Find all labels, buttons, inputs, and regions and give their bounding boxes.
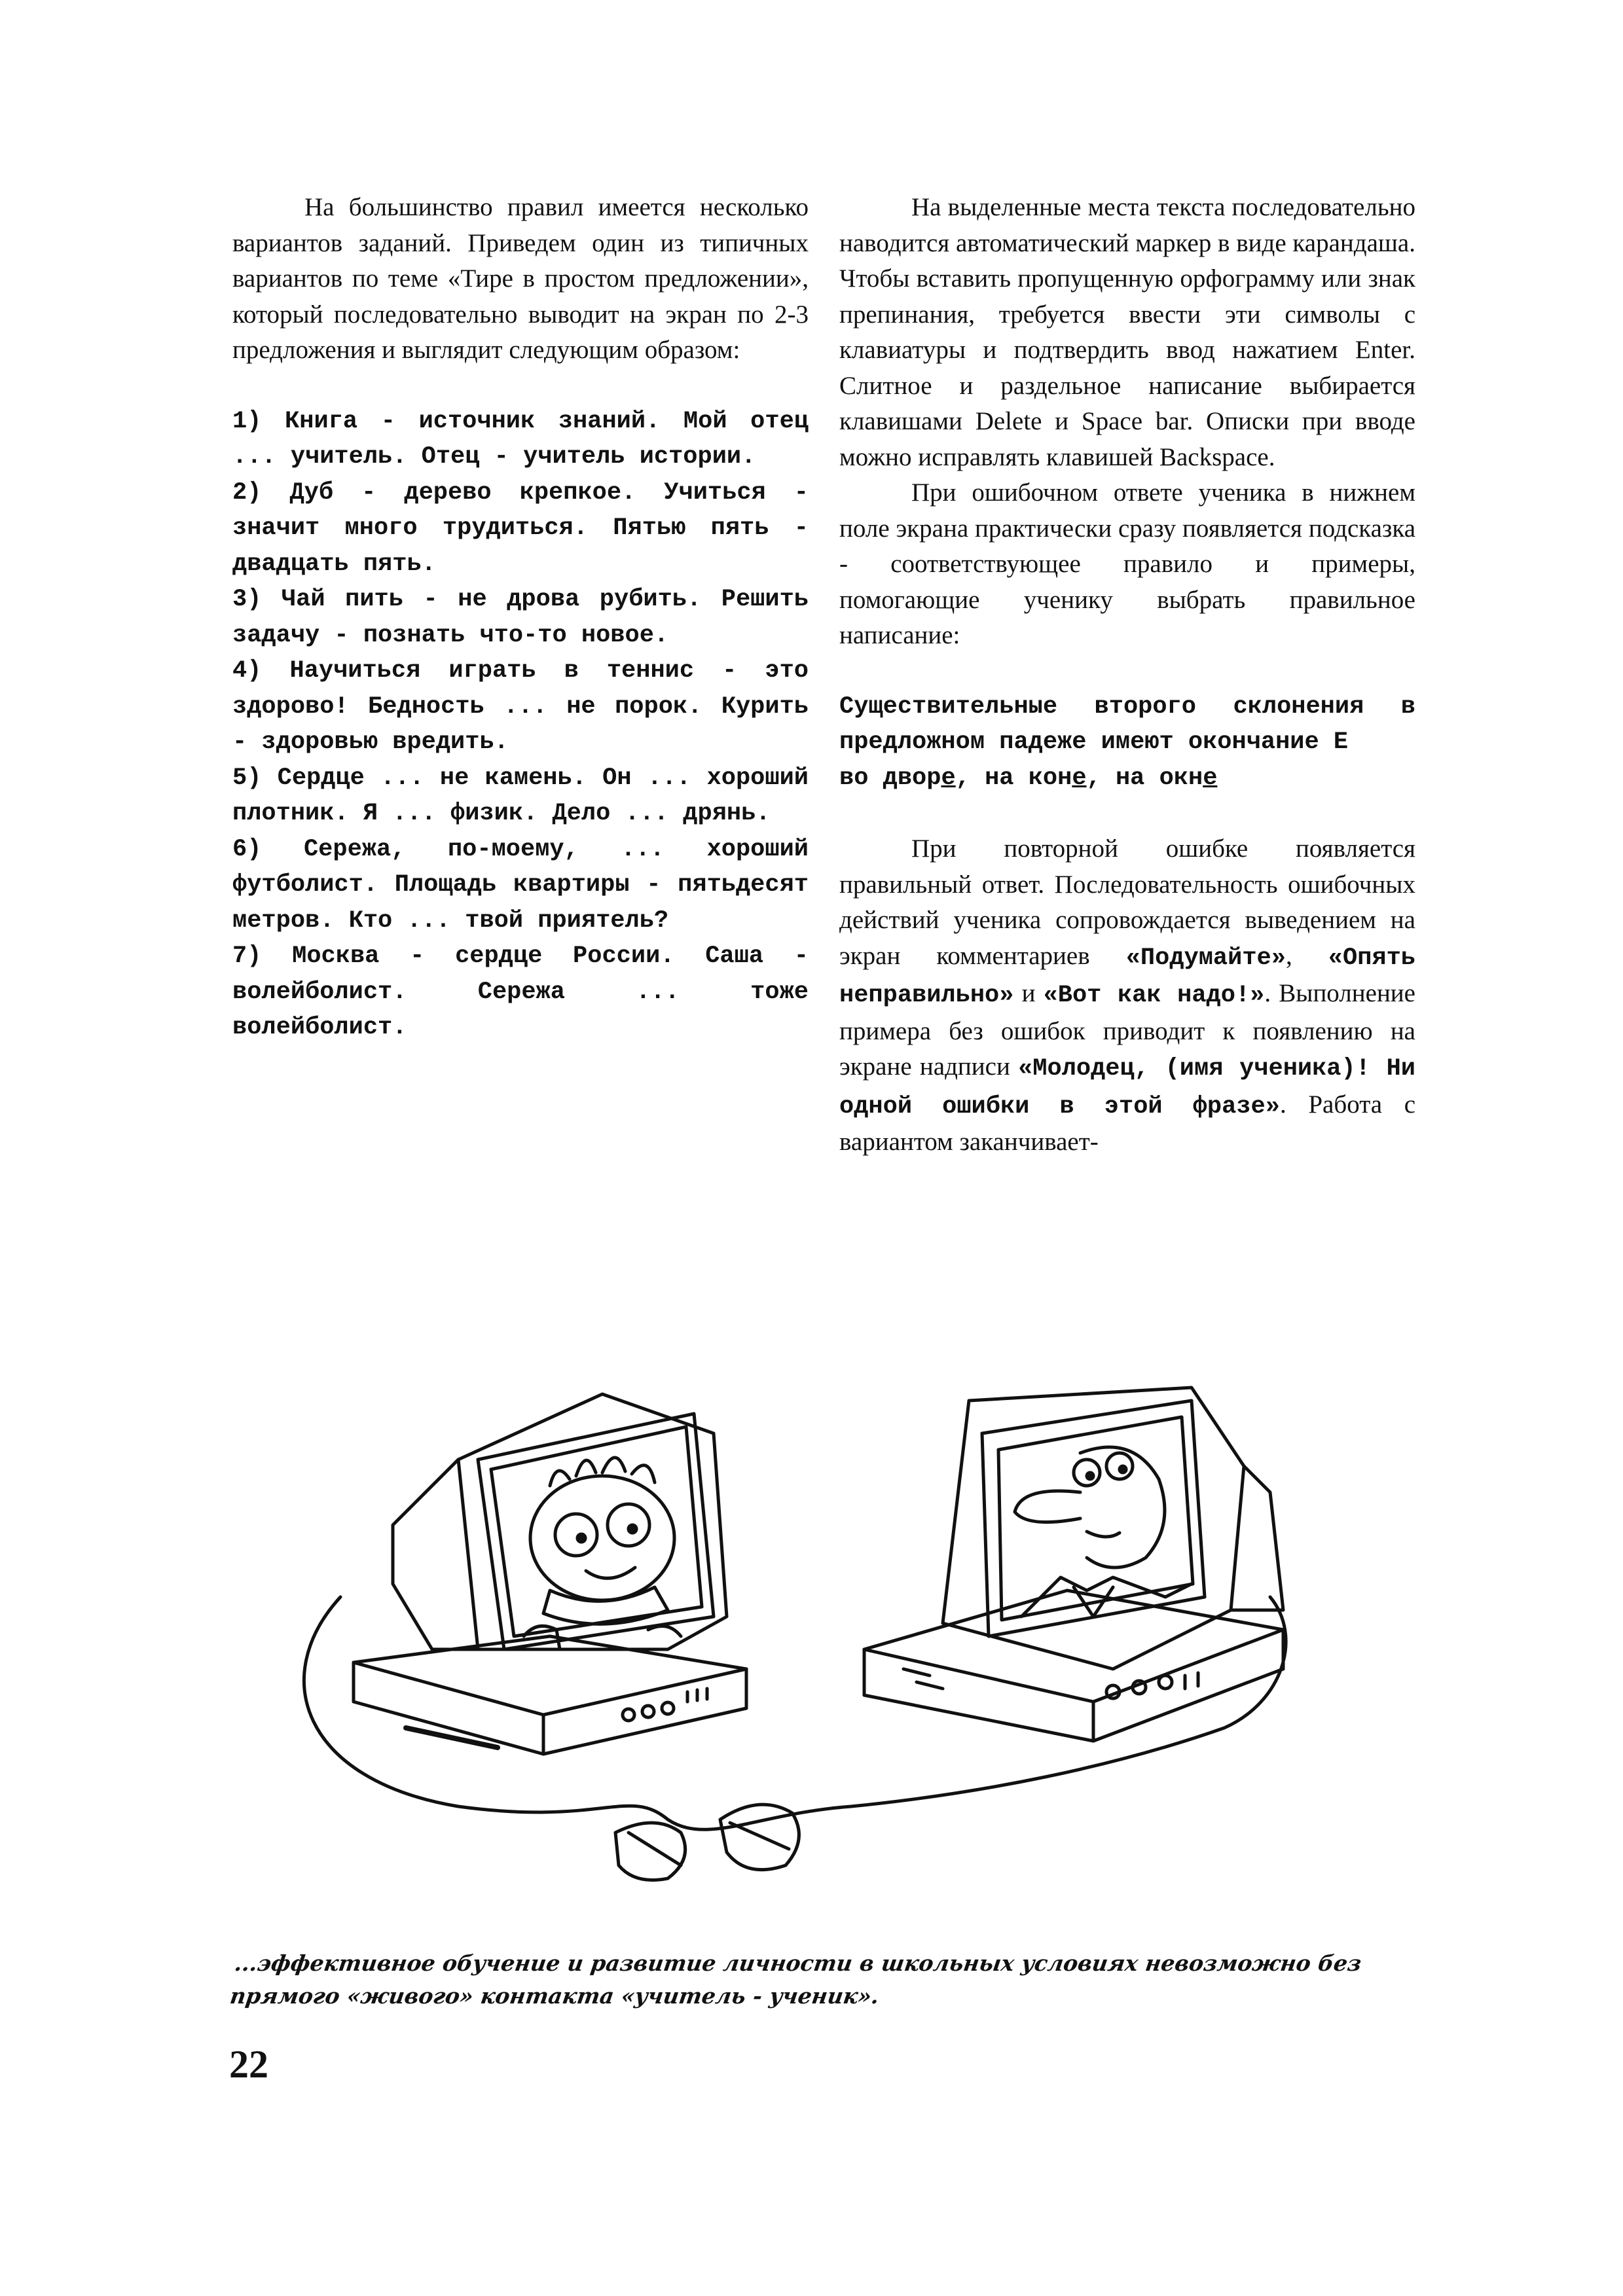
text-run: , bbox=[1285, 941, 1328, 970]
cable bbox=[304, 1597, 1286, 1829]
rule-ending: е bbox=[941, 764, 956, 792]
example-item: 5) Сердце ... не камень. Он ... хороший плотник. Я ... физик. Дело ... дрянь. bbox=[232, 764, 809, 827]
intro-paragraph bbox=[232, 190, 809, 368]
page-number: 22 bbox=[229, 2043, 268, 2086]
comment-think: «Подумайте» bbox=[1125, 944, 1286, 972]
text-run: . Выполнение примера без ошибок приводит к появлению на экране надписи bbox=[839, 979, 1415, 1081]
comment-well-done: «Молодец, (имя ученика)! Ни одной ошибки в этой фразе» bbox=[839, 1055, 1416, 1121]
rule-examples bbox=[839, 761, 1415, 797]
feedback-paragraph bbox=[839, 831, 1415, 1160]
boy-face bbox=[530, 1476, 674, 1600]
text-run: и bbox=[1013, 979, 1044, 1007]
example-item: 4) Научиться играть в теннис - это здорово! Бедность ... не порок. Курить - здоровью вредить. bbox=[232, 657, 809, 756]
rule-separator: , на bbox=[1086, 764, 1159, 792]
left-column bbox=[232, 190, 809, 1046]
example-item: 7) Москва - сердце России. Саша - волейболист. Сережа ... тоже волейболист. bbox=[232, 942, 809, 1041]
comment-wrong-again: «Опять неправильно» bbox=[839, 944, 1416, 1009]
rule-word: во двор bbox=[839, 764, 941, 792]
intro-text: На большинство правил имеется несколько вариантов заданий. Приведем один из типичных вариантов по теме «Тире в простом предложении», который последовательно выводит на экран по 2-3 предложения и выглядит следующим образом: bbox=[232, 193, 809, 364]
comment-correct-way: «Вот как надо!» bbox=[1043, 982, 1265, 1009]
description-block bbox=[839, 190, 1415, 654]
example-item: 2) Дуб - дерево крепкое. Учиться - значит много трудиться. Пятью пять - двадцать пять. bbox=[232, 478, 809, 578]
illustration-caption: ...эффективное обучение и развитие личности в школьных условиях невозможно без прямого «живого» контакта «учитель - ученик». bbox=[228, 1950, 1364, 2009]
paragraph-marker: На выделенные места текста последовательно наводится автоматический маркер в виде карандаша. Чтобы вставить пропущенную орфограмму или знак препинания, требуется ввести эти символы с клавиатуры и подтвердить ввод нажатием Enter. Слитное и раздельное написание выбирается клавишами Delete и Space bar. Описки при вводе можно исправлять клавишей Backspace. bbox=[839, 193, 1415, 471]
rule-ending: е bbox=[1203, 764, 1218, 792]
example-item: 6) Сережа, по-моему, ... хороший футболист. Площадь квартиры - пятьдесят метров. Кто ... твой приятель? bbox=[232, 835, 809, 935]
examples-list bbox=[232, 404, 809, 1046]
left-computer bbox=[354, 1394, 746, 1754]
rule-ending: е bbox=[1072, 764, 1087, 792]
rule-text: Существительные второго склонения в предложном падеже имеют окончание Е bbox=[839, 692, 1415, 756]
text-run: . Работа с вариантом заканчивает- bbox=[839, 1090, 1415, 1156]
computers-illustration bbox=[262, 1361, 1375, 1911]
text-run: При повторной ошибке появляется правильный ответ. Последовательность ошибочных действий ученика сопровождается выведением на экран комментариев bbox=[839, 834, 1415, 970]
right-computer bbox=[864, 1388, 1283, 1741]
feedback-text bbox=[839, 831, 1415, 1160]
right-screen bbox=[982, 1401, 1205, 1636]
rule-word: окн bbox=[1159, 764, 1203, 792]
example-item: 3) Чай пить - не дрова рубить. Решить задачу - познать что-то новое. bbox=[232, 586, 809, 649]
rule-word: кон bbox=[1028, 764, 1072, 792]
rule-separator: , на bbox=[955, 764, 1029, 792]
paragraph-hint: При ошибочном ответе ученика в нижнем поле экрана практически сразу появляется подсказка - соответствующее правило и примеры, помогающие ученику выбрать правильное написание: bbox=[839, 478, 1415, 649]
left-mouse bbox=[615, 1823, 685, 1880]
right-column bbox=[839, 190, 1415, 1160]
example-item: 1) Книга - источник знаний. Мой отец ... учитель. Отец - учитель истории. bbox=[232, 407, 809, 471]
rule-box bbox=[839, 689, 1415, 797]
